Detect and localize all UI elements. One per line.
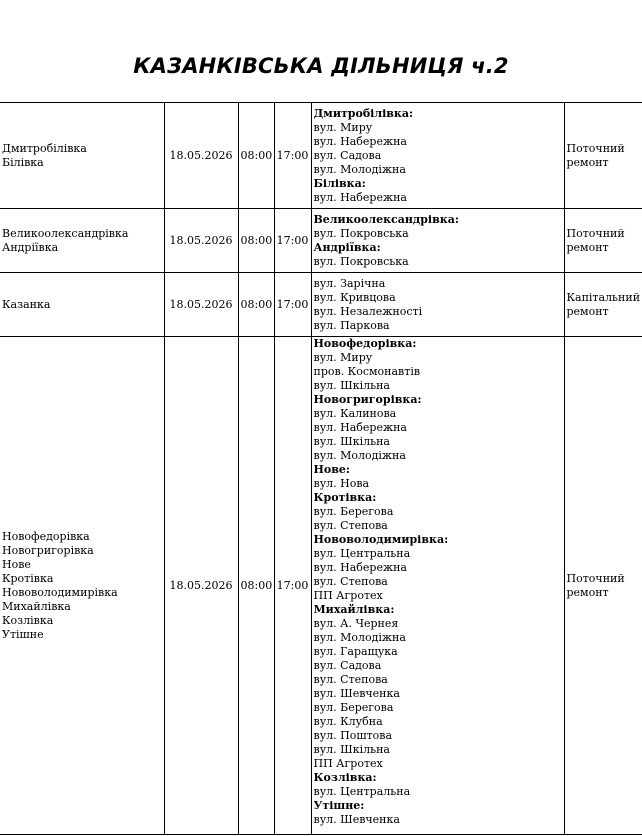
work-type-text: Поточний (566, 226, 625, 240)
work-type-cell (564, 103, 642, 209)
street-name: вул. Калинова (313, 407, 397, 420)
street-name: вул. Центральна (313, 547, 411, 560)
settlement-heading: Дмитробілівка: (313, 106, 414, 120)
end-time-cell: 17:00 (274, 337, 311, 835)
street-name: вул. Покровська (313, 226, 409, 240)
date-cell: 18.05.2026 (164, 337, 238, 835)
settlement-heading: Великоолександрівка: (313, 212, 459, 226)
street-name: вул. Степова (313, 673, 388, 686)
street-name: вул. Шкільна (313, 743, 390, 756)
street-name: вул. Берегова (313, 701, 394, 714)
settlements-cell (0, 103, 164, 209)
street-name: вул. Садова (313, 659, 382, 672)
work-type-text: Капітальний (566, 290, 641, 304)
settlement-name: Новогригорівка (2, 543, 94, 557)
street-name: вул. Набережна (313, 421, 407, 434)
street-name: вул. Молодіжна (313, 631, 406, 644)
streets-cell (311, 209, 564, 273)
work-type-text: ремонт (566, 155, 609, 169)
street-name: вул. Молодіжна (313, 449, 406, 462)
table-row (0, 273, 642, 337)
street-name: вул. Нова (313, 477, 370, 490)
settlement-name: Кротівка (2, 571, 54, 585)
streets-cell (311, 337, 564, 835)
start-time-cell: 08:00 (238, 273, 274, 337)
end-time-cell: 17:00 (274, 273, 311, 337)
start-time-cell: 08:00 (238, 209, 274, 273)
outage-schedule-table (0, 102, 642, 835)
street-name: вул. Садова (313, 148, 382, 162)
street-name: вул. Гаращука (313, 645, 398, 658)
streets-cell (311, 103, 564, 209)
work-type-text: Поточний (566, 571, 625, 585)
settlement-heading: Козлівка: (313, 771, 377, 784)
work-type-cell (564, 337, 642, 835)
work-type-cell (564, 209, 642, 273)
settlement-name: Білівка (2, 155, 44, 169)
streets-cell (311, 273, 564, 337)
street-name: вул. Миру (313, 351, 373, 364)
settlement-heading: Новогригорівка: (313, 393, 422, 406)
street-name: вул. Шкільна (313, 435, 390, 448)
street-name: вул. Шевченка (313, 687, 400, 700)
settlements-cell (0, 273, 164, 337)
settlement-name: Казанка (2, 297, 51, 311)
start-time-cell: 08:00 (238, 103, 274, 209)
settlement-heading: Нове: (313, 463, 350, 476)
settlement-name: Нове (2, 557, 31, 571)
settlements-cell (0, 337, 164, 835)
end-time-cell: 17:00 (274, 209, 311, 273)
work-type-text: ремонт (566, 304, 609, 318)
date-cell: 18.05.2026 (164, 103, 238, 209)
street-name: вул. Зарічна (313, 276, 386, 290)
street-name: ПП Агротех (313, 757, 383, 770)
street-name: ПП Агротех (313, 589, 383, 602)
date-cell: 18.05.2026 (164, 273, 238, 337)
end-time-cell: 17:00 (274, 103, 311, 209)
street-name: вул. Центральна (313, 785, 411, 798)
table-row (0, 103, 642, 209)
settlement-heading: Кротівка: (313, 491, 377, 504)
settlement-heading: Новофедорівка: (313, 337, 417, 350)
street-name: вул. Набережна (313, 561, 407, 574)
settlements-cell (0, 209, 164, 273)
street-name: вул. Шевченка (313, 813, 400, 826)
settlement-name: Дмитробілівка (2, 141, 87, 155)
street-name: вул. Набережна (313, 134, 407, 148)
street-name: вул. Паркова (313, 318, 390, 332)
street-name: вул. Поштова (313, 729, 393, 742)
table-row (0, 337, 642, 835)
street-name: вул. Шкільна (313, 379, 390, 392)
settlement-heading: Михайлівка: (313, 603, 395, 616)
street-name: пров. Космонавтів (313, 365, 421, 378)
settlement-heading: Андріївка: (313, 240, 381, 254)
start-time-cell: 08:00 (238, 337, 274, 835)
street-name: вул. Степова (313, 519, 388, 532)
street-name: вул. Молодіжна (313, 162, 406, 176)
settlement-heading: Білівка: (313, 176, 366, 190)
table-body (0, 103, 642, 835)
work-type-text: Поточний (566, 141, 625, 155)
settlement-heading: Нововолодимирівка: (313, 533, 449, 546)
settlement-name: Андріївка (2, 240, 59, 254)
street-name: вул. Берегова (313, 505, 394, 518)
street-name: вул. Кривцова (313, 290, 396, 304)
work-type-text: ремонт (566, 585, 609, 599)
settlement-heading: Утішне: (313, 799, 365, 812)
settlement-name: Козлівка (2, 613, 54, 627)
work-type-text: ремонт (566, 240, 609, 254)
street-name: вул. А. Чернея (313, 617, 399, 630)
settlement-name: Нововолодимирівка (2, 585, 118, 599)
street-name: вул. Клубна (313, 715, 383, 728)
settlement-name: Утішне (2, 627, 44, 641)
settlement-name: Великоолександрівка (2, 226, 129, 240)
street-name: вул. Покровська (313, 254, 409, 268)
page-title: КАЗАНКІВСЬКА ДІЛЬНИЦЯ ч.2 (133, 54, 509, 78)
settlement-name: Новофедорівка (2, 529, 90, 543)
street-name: вул. Набережна (313, 190, 407, 204)
table-row (0, 209, 642, 273)
work-type-cell (564, 273, 642, 337)
settlement-name: Михайлівка (2, 599, 71, 613)
street-name: вул. Степова (313, 575, 388, 588)
date-cell: 18.05.2026 (164, 209, 238, 273)
street-name: вул. Незалежності (313, 304, 423, 318)
street-name: вул. Миру (313, 120, 373, 134)
